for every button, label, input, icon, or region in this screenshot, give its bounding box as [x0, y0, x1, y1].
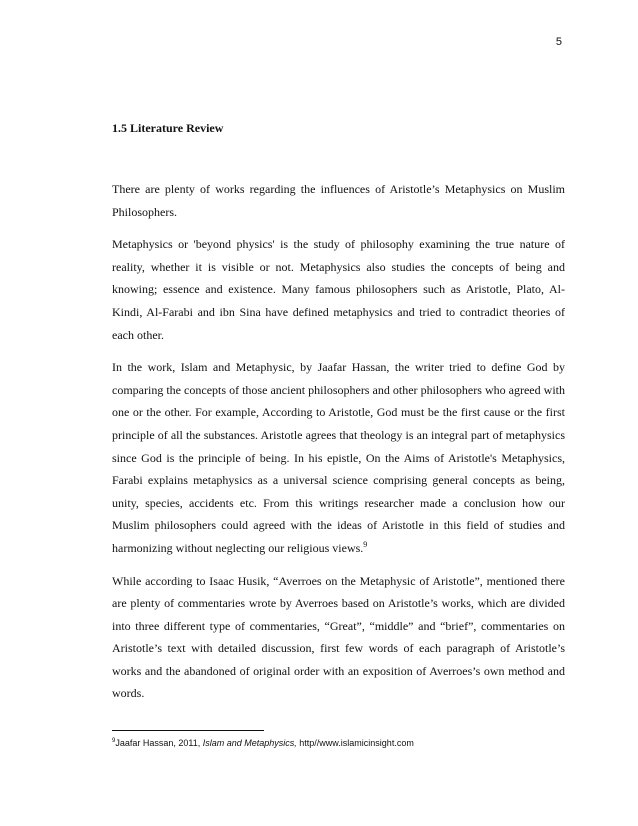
page-content	[112, 118, 565, 715]
paragraph-4: While according to Isaac Husik, “Averroes on the Metaphysic of Aristotle”, mentioned there are plenty of commentaries wrote by Averroes based on Aristotle’s works, which are divided into three different type of commentaries, “Great”, “middle” and “brief”, commentaries on Aristotle’s text with detailed discussion, first few words of each paragraph of Aristotle’s works and the abandoned of original order with an exposition of Averroes’s own method and words.	[112, 573, 565, 701]
section-heading: 1.5 Literature Review	[112, 121, 224, 135]
paragraph-1: There are plenty of works regarding the influences of Aristotle’s Metaphysics on Muslim Philosophers.	[112, 182, 565, 219]
footnote-reference: 9	[363, 539, 368, 549]
footnote-source: http//www.islamicinsight.com	[296, 738, 414, 748]
page-number: 5	[555, 36, 562, 48]
footnote-title: Islam and Metaphysics,	[202, 738, 297, 748]
footnote-divider	[112, 730, 264, 731]
footnote-marker: 9	[112, 738, 116, 744]
footnote	[112, 736, 565, 750]
footnote-author: Jaafar Hassan, 2011,	[115, 738, 203, 748]
paragraph-2: Metaphysics or 'beyond physics' is the study of philosophy examining the true nature of reality, whether it is visible or not. Metaphysics also studies the concepts of being and knowing; essence and existence. Many famous philosophers such as Aristotle, Plato, Al-Kindi, Al-Farabi and ibn Sina have defined metaphysics and tried to contradict theories of each other.	[112, 237, 565, 342]
paragraph-3	[112, 356, 565, 559]
paragraph-3-text: In the work, Islam and Metaphysic, by Jaafar Hassan, the writer tried to define God by comparing the concepts of those ancient philosophers and other philosophers who agreed with one or the other. For example, According to Aristotle, God must be the first cause or the first principle of all the substances. Aristotle agrees that theology is an integral part of metaphysics since God is the principle of being. In his epistle, On the Aims of Aristotle's Metaphysics, Farabi explains metaphysics as a universal science comprising general concepts as being, unity, species, accidents etc. From this writings researcher made a conclusion how our Muslim philosophers could agreed with the ideas of Aristotle in this field of studies and harmonizing without neglecting our religious views.	[112, 360, 565, 555]
